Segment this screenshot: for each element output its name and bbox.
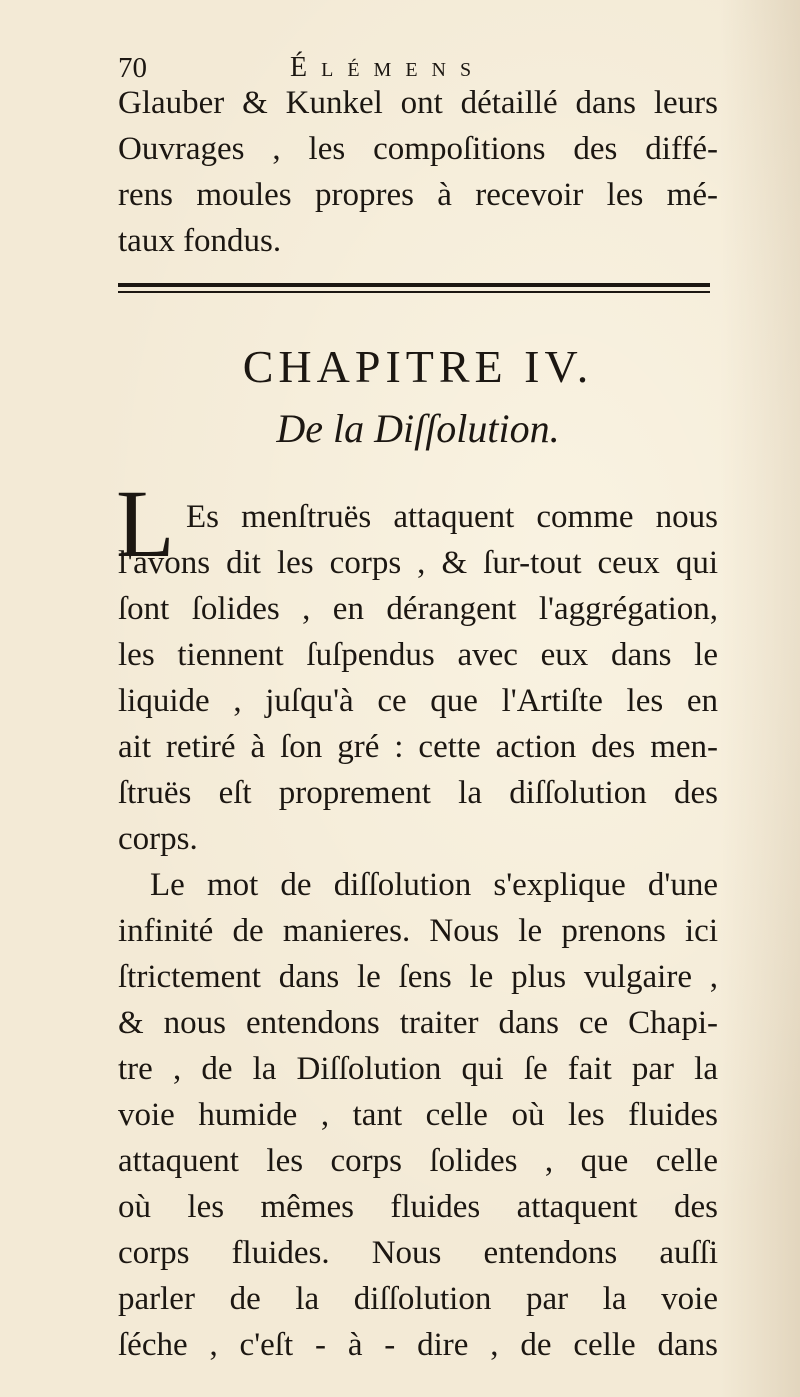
text-line: les tiennent ſuſpendus avec eux dans le (118, 637, 718, 673)
text-line: ſont ſolides , en dérangent l'aggrégation, (118, 591, 718, 627)
text-line: ſtruës eſt proprement la diſſolution des (118, 775, 718, 811)
page-number: 70 (118, 52, 147, 84)
top-paragraph (118, 80, 718, 264)
text-line: voie humide , tant celle où les fluides (118, 1097, 718, 1133)
text-line: tre , de la Diſſolution qui ſe fait par la (118, 1051, 718, 1087)
text-line: corps fluides. Nous entendons auſſi (118, 1235, 718, 1271)
text-line: corps. (118, 821, 198, 857)
drop-cap: L (116, 470, 175, 577)
text-line: Es menſtruës attaquent comme nous (186, 499, 718, 535)
text-line: rens moules propres à recevoir les mé- (118, 177, 718, 213)
decorative-rule (118, 283, 710, 293)
chapter-heading: CHAPITRE IV. (242, 341, 594, 392)
text-line: ait retiré à ſon gré : cette action des men- (118, 729, 718, 765)
text-line: où les mêmes fluides attaquent des (118, 1189, 718, 1225)
text-line: ſéche , c'eſt - à - dire , de celle dans (118, 1327, 718, 1363)
running-head: Élémens (290, 52, 486, 83)
text-line: parler de la diſſolution par la voie (118, 1281, 718, 1317)
body-text (118, 494, 718, 1368)
text-line: Glauber & Kunkel ont détaillé dans leurs (118, 85, 718, 121)
text-line: liquide , juſqu'à ce que l'Artiſte les en (118, 683, 718, 719)
chapter-title: De la Diſſolution. (276, 406, 560, 451)
text-line: l'avons dit les corps , & ſur-tout ceux qui (118, 545, 718, 581)
text-line: taux fondus. (118, 223, 282, 259)
text-line: attaquent les corps ſolides , que celle (118, 1143, 718, 1179)
text-line: & nous entendons traiter dans ce Chapi- (118, 1005, 718, 1041)
text-line: Ouvrages , les compoſitions des diffé- (118, 131, 718, 167)
text-line: ſtrictement dans le ſens le plus vulgaire , (118, 959, 718, 995)
text-line: Le mot de diſſolution s'explique d'une (150, 867, 718, 903)
text-line: infinité de manieres. Nous le prenons ici (118, 913, 718, 949)
